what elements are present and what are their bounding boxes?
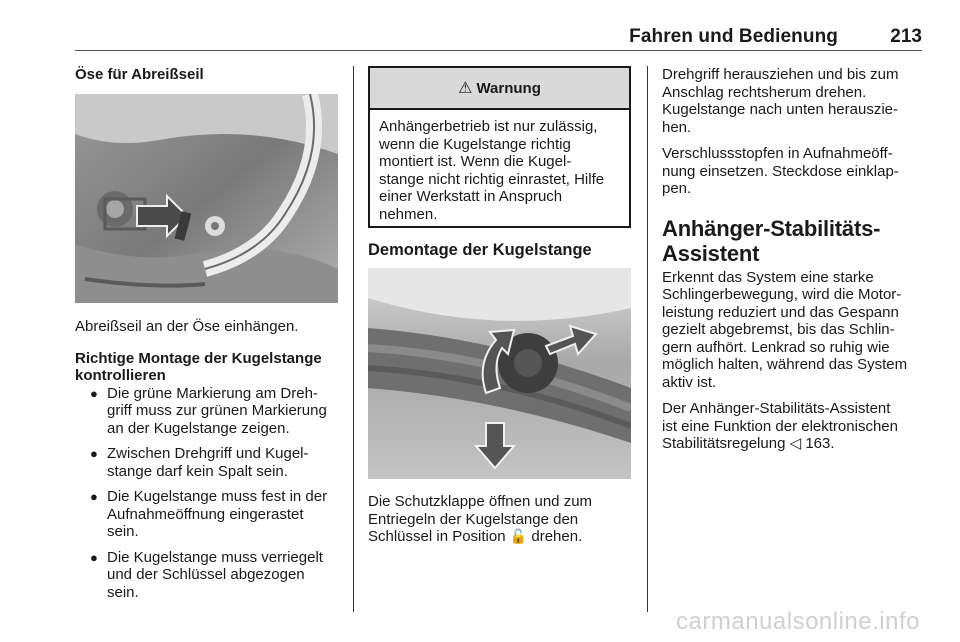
paragraph-line: Anschlag rechtsherum drehen. [662, 83, 867, 101]
list-item-line: griff muss zur grünen Markierung [107, 402, 327, 419]
watermark: carmanualsonline.info [676, 608, 920, 635]
check-list [75, 385, 343, 602]
paragraph-line: nung einsetzen. Steckdose einklap- [662, 162, 899, 180]
figure-caption: Abreißseil an der Öse einhängen. [75, 318, 299, 335]
paragraph-line: Drehgriff herausziehen und bis zum [662, 66, 899, 83]
unlock-icon: 🔓 [509, 528, 528, 544]
column-left [75, 66, 343, 84]
bullet-dot: ● [90, 489, 98, 504]
column-right [662, 66, 928, 453]
paragraph-text: Schlüssel in Position [368, 528, 506, 545]
paragraph-line-last [368, 528, 633, 546]
warning-line: wenn die Kugelstange richtig [379, 135, 571, 153]
paragraph-text: Stabilitätsregelung [662, 435, 786, 452]
bullet-dot: ● [90, 446, 98, 461]
warning-header [370, 68, 629, 110]
page-number: 213 [890, 26, 922, 47]
list-item [75, 385, 343, 438]
paragraph-line: Verschlussstopfen in Aufnahmeöff- [662, 145, 893, 162]
paragraph-line: möglich halten, während das System [662, 356, 908, 373]
warning-triangle-icon: ⚠ [458, 80, 473, 97]
section-heading-stability: Anhänger-Stabilitäts- [662, 215, 881, 241]
paragraph-line: hen. [662, 118, 692, 136]
paragraph-line: gern aufhört. Lenkrad so ruhig wie [662, 338, 890, 356]
list-item [75, 445, 343, 480]
list-item-line: Zwischen Drehgriff und Kugel- [107, 445, 309, 462]
column-middle-paragraph [368, 493, 633, 546]
section-heading-stability-2: Assistent [662, 240, 760, 266]
paragraph-line: Schlingerbewegung, wird die Motor- [662, 286, 902, 303]
bullet-dot: ● [90, 549, 98, 565]
list-item-line: und der Schlüssel abgezogen [107, 566, 305, 583]
paragraph-line: ist eine Funktion der elektronischen [662, 417, 898, 435]
list-item [75, 549, 343, 602]
page-reference-icon: ◁ [789, 435, 802, 452]
warning-body [370, 110, 629, 223]
warning-line: stange nicht richtig einrastet, Hilfe [379, 170, 605, 188]
list-item-line: stange darf kein Spalt sein. [107, 462, 288, 480]
warning-line: montiert ist. Wenn die Kugel- [379, 153, 572, 170]
paragraph-line: gezielt abgebremst, bis das Schlin- [662, 321, 895, 338]
paragraph-line: Die Schutzklappe öffnen und zum [368, 493, 593, 510]
section-heading-tow-eye: Öse für Abreißseil [75, 66, 204, 83]
page-header-title: Fahren und Bedienung [629, 26, 838, 47]
column-middle-heading [368, 240, 633, 260]
list-item-line: Aufnahmeöffnung eingerastet [107, 505, 304, 523]
column-divider-left [353, 66, 354, 612]
warning-box [368, 66, 631, 228]
list-item-line: Die grüne Markierung am Dreh- [107, 384, 318, 402]
section-heading-removal: Demontage der Kugelstange [368, 241, 592, 259]
paragraph-line: leistung reduziert und das Gespann [662, 303, 899, 321]
figure-breakaway-cable-eye [75, 94, 338, 303]
warning-line: nehmen. [379, 205, 438, 223]
paragraph-line: Erkennt das System eine starke [662, 268, 874, 286]
list-item-line: Die Kugelstange muss verriegelt [107, 548, 323, 566]
column-divider-right [647, 66, 648, 612]
warning-title: Warnung [476, 79, 541, 97]
list-item-line: sein. [107, 523, 139, 540]
page-reference-link[interactable]: 163. [805, 435, 835, 452]
bullet-dot: ● [90, 385, 98, 401]
subheading-line-1: Richtige Montage der Kugelstange [75, 349, 322, 367]
paragraph-line: Der Anhänger-Stabilitäts-Assistent [662, 400, 891, 417]
warning-line: einer Werkstatt in Anspruch [379, 188, 563, 205]
paragraph-line: Entriegeln der Kugelstange den [368, 510, 579, 528]
column-left-lower [75, 318, 343, 601]
header-rule [75, 50, 922, 51]
paragraph-line-ref [662, 435, 928, 453]
paragraph-line: aktiv ist. [662, 373, 717, 391]
paragraph-text: drehen. [531, 528, 583, 545]
list-item-line: an der Kugelstange zeigen. [107, 419, 290, 437]
warning-line: Anhängerbetrieb ist nur zulässig, [379, 118, 598, 135]
list-item-line: sein. [107, 583, 139, 601]
paragraph-line: Kugelstange nach unten herauszie- [662, 101, 899, 118]
subheading-line-2: kontrollieren [75, 367, 166, 384]
list-item-line: Die Kugelstange muss fest in der [107, 488, 328, 505]
figure-ball-bar-removal [368, 268, 631, 479]
list-item [75, 488, 343, 541]
paragraph-line: pen. [662, 180, 692, 197]
